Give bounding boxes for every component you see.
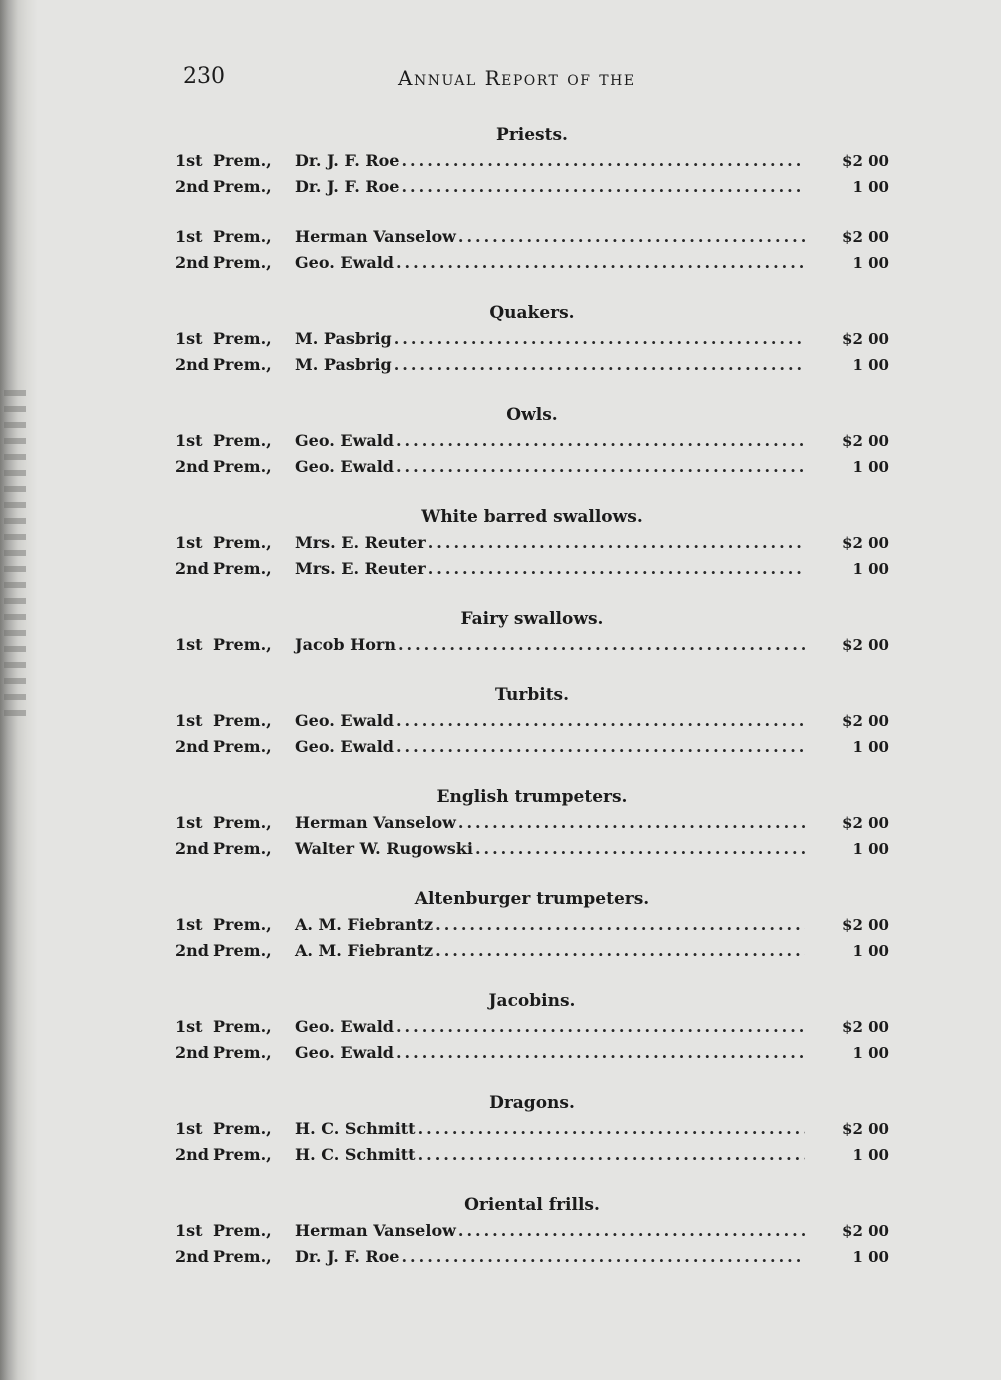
premium-entry xyxy=(175,1040,889,1066)
dot-leader xyxy=(394,326,805,352)
winner-name: M. Pasbrig xyxy=(295,329,392,348)
premium-entry xyxy=(175,224,889,250)
premium-label: Prem., xyxy=(213,355,272,374)
premium-section xyxy=(175,300,889,378)
premium-section xyxy=(175,886,889,964)
premium-rank: 2nd xyxy=(175,1247,209,1266)
winner-name: Walter W. Rugowski xyxy=(295,839,473,858)
premium-entry xyxy=(175,148,889,174)
dot-leader xyxy=(396,428,805,454)
premium-amount: 1 00 xyxy=(852,942,889,960)
premium-amount: $2 00 xyxy=(842,534,889,552)
premium-rank: 1st xyxy=(175,1017,203,1036)
winner-name: Dr. J. F. Roe xyxy=(295,151,400,170)
dot-leader xyxy=(396,1040,805,1066)
premium-rank: 2nd xyxy=(175,941,209,960)
premium-amount: $2 00 xyxy=(842,1222,889,1240)
section-title: Turbits. xyxy=(494,685,570,705)
premium-amount: $2 00 xyxy=(842,330,889,348)
premium-section xyxy=(175,224,889,276)
winner-name: M. Pasbrig xyxy=(295,355,392,374)
premium-amount: 1 00 xyxy=(852,560,889,578)
premium-label: Prem., xyxy=(213,1145,272,1164)
premium-entry xyxy=(175,708,889,734)
premium-rank: 1st xyxy=(175,1221,203,1240)
premium-amount: $2 00 xyxy=(842,712,889,730)
section-title: Oriental frills. xyxy=(464,1195,600,1215)
premium-entry xyxy=(175,454,889,480)
winner-name: Herman Vanselow xyxy=(295,1221,456,1240)
premium-section xyxy=(175,122,889,200)
premium-amount: $2 00 xyxy=(842,1120,889,1138)
premium-label: Prem., xyxy=(213,1247,272,1266)
section-title: English trumpeters. xyxy=(436,787,628,807)
premium-entry xyxy=(175,938,889,964)
premium-rank: 1st xyxy=(175,227,203,246)
premium-rank: 2nd xyxy=(175,1145,209,1164)
premium-label: Prem., xyxy=(213,177,272,196)
dot-leader xyxy=(428,530,805,556)
dot-leader xyxy=(418,1116,805,1142)
running-title: Annual Report of the xyxy=(398,66,636,90)
premium-amount: $2 00 xyxy=(842,228,889,246)
premium-entry xyxy=(175,428,889,454)
winner-name: Geo. Ewald xyxy=(295,1017,394,1036)
book-spine-edge xyxy=(0,0,38,1380)
premium-label: Prem., xyxy=(213,711,272,730)
premium-list xyxy=(175,122,889,1294)
premium-amount: $2 00 xyxy=(842,432,889,450)
premium-entry xyxy=(175,1218,889,1244)
premium-rank: 1st xyxy=(175,329,203,348)
premium-label: Prem., xyxy=(213,253,272,272)
winner-name: Geo. Ewald xyxy=(295,1043,394,1062)
premium-amount: $2 00 xyxy=(842,636,889,654)
premium-label: Prem., xyxy=(213,431,272,450)
premium-label: Prem., xyxy=(213,941,272,960)
premium-section xyxy=(175,988,889,1066)
dot-leader xyxy=(398,632,805,658)
premium-rank: 1st xyxy=(175,431,203,450)
dot-leader xyxy=(396,1014,805,1040)
premium-entry xyxy=(175,1116,889,1142)
dot-leader xyxy=(396,734,805,760)
winner-name: A. M. Fiebrantz xyxy=(295,941,434,960)
winner-name: Mrs. E. Reuter xyxy=(295,559,426,578)
page-header xyxy=(0,62,1001,102)
premium-amount: 1 00 xyxy=(852,458,889,476)
premium-section xyxy=(175,1090,889,1168)
premium-amount: 1 00 xyxy=(852,356,889,374)
premium-entry xyxy=(175,1142,889,1168)
winner-name: Herman Vanselow xyxy=(295,227,456,246)
section-title: Jacobins. xyxy=(488,991,576,1011)
premium-label: Prem., xyxy=(213,1221,272,1240)
premium-amount: 1 00 xyxy=(852,738,889,756)
dot-leader xyxy=(396,708,805,734)
section-title: White barred swallows. xyxy=(421,507,643,527)
premium-label: Prem., xyxy=(213,813,272,832)
premium-section xyxy=(175,682,889,760)
section-title: Priests. xyxy=(496,125,568,145)
section-title: Dragons. xyxy=(489,1093,575,1113)
spine-binding-marks xyxy=(4,390,26,720)
dot-leader xyxy=(401,148,805,174)
section-title: Fairy swallows. xyxy=(460,609,604,629)
premium-rank: 1st xyxy=(175,635,203,654)
premium-label: Prem., xyxy=(213,329,272,348)
premium-amount: $2 00 xyxy=(842,916,889,934)
premium-amount: 1 00 xyxy=(852,1248,889,1266)
winner-name: Herman Vanselow xyxy=(295,813,456,832)
section-title: Altenburger trumpeters. xyxy=(414,889,650,909)
dot-leader xyxy=(418,1142,805,1168)
premium-rank: 1st xyxy=(175,711,203,730)
premium-rank: 1st xyxy=(175,915,203,934)
premium-section xyxy=(175,606,889,658)
premium-rank: 2nd xyxy=(175,253,209,272)
dot-leader xyxy=(435,912,805,938)
winner-name: Geo. Ewald xyxy=(295,253,394,272)
winner-name: Dr. J. F. Roe xyxy=(295,177,400,196)
dot-leader xyxy=(394,352,805,378)
premium-entry xyxy=(175,734,889,760)
premium-label: Prem., xyxy=(213,1017,272,1036)
winner-name: Geo. Ewald xyxy=(295,431,394,450)
dot-leader xyxy=(458,1218,805,1244)
winner-name: Dr. J. F. Roe xyxy=(295,1247,400,1266)
winner-name: H. C. Schmitt xyxy=(295,1119,416,1138)
premium-entry xyxy=(175,352,889,378)
premium-entry xyxy=(175,174,889,200)
premium-rank: 2nd xyxy=(175,737,209,756)
premium-label: Prem., xyxy=(213,151,272,170)
premium-entry xyxy=(175,1244,889,1270)
premium-section xyxy=(175,504,889,582)
premium-label: Prem., xyxy=(213,533,272,552)
premium-entry xyxy=(175,1014,889,1040)
dot-leader xyxy=(458,810,805,836)
premium-label: Prem., xyxy=(213,635,272,654)
premium-amount: $2 00 xyxy=(842,1018,889,1036)
premium-entry xyxy=(175,912,889,938)
premium-label: Prem., xyxy=(213,737,272,756)
dot-leader xyxy=(475,836,805,862)
premium-label: Prem., xyxy=(213,227,272,246)
premium-entry xyxy=(175,810,889,836)
premium-entry xyxy=(175,836,889,862)
premium-label: Prem., xyxy=(213,1119,272,1138)
section-title: Owls. xyxy=(506,405,558,425)
premium-entry xyxy=(175,530,889,556)
winner-name: A. M. Fiebrantz xyxy=(295,915,434,934)
premium-entry xyxy=(175,250,889,276)
winner-name: Geo. Ewald xyxy=(295,737,394,756)
premium-entry xyxy=(175,556,889,582)
premium-entry xyxy=(175,632,889,658)
premium-label: Prem., xyxy=(213,915,272,934)
premium-rank: 1st xyxy=(175,1119,203,1138)
premium-section xyxy=(175,784,889,862)
premium-rank: 2nd xyxy=(175,1043,209,1062)
premium-label: Prem., xyxy=(213,1043,272,1062)
premium-rank: 2nd xyxy=(175,177,209,196)
premium-amount: 1 00 xyxy=(852,178,889,196)
premium-label: Prem., xyxy=(213,839,272,858)
premium-amount: 1 00 xyxy=(852,1044,889,1062)
premium-section xyxy=(175,402,889,480)
winner-name: H. C. Schmitt xyxy=(295,1145,416,1164)
premium-rank: 1st xyxy=(175,813,203,832)
winner-name: Geo. Ewald xyxy=(295,711,394,730)
dot-leader xyxy=(458,224,805,250)
dot-leader xyxy=(428,556,805,582)
premium-amount: $2 00 xyxy=(842,814,889,832)
winner-name: Geo. Ewald xyxy=(295,457,394,476)
premium-rank: 2nd xyxy=(175,457,209,476)
premium-section xyxy=(175,1192,889,1270)
premium-rank: 2nd xyxy=(175,355,209,374)
dot-leader xyxy=(435,938,805,964)
winner-name: Jacob Horn xyxy=(295,635,396,654)
premium-amount: 1 00 xyxy=(852,254,889,272)
premium-rank: 1st xyxy=(175,151,203,170)
premium-rank: 2nd xyxy=(175,839,209,858)
section-title: Quakers. xyxy=(489,303,575,323)
dot-leader xyxy=(396,250,805,276)
premium-rank: 1st xyxy=(175,533,203,552)
premium-amount: 1 00 xyxy=(852,1146,889,1164)
premium-entry xyxy=(175,326,889,352)
dot-leader xyxy=(401,174,805,200)
dot-leader xyxy=(396,454,805,480)
premium-label: Prem., xyxy=(213,457,272,476)
premium-label: Prem., xyxy=(213,559,272,578)
winner-name: Mrs. E. Reuter xyxy=(295,533,426,552)
page-number: 230 xyxy=(183,64,225,89)
premium-amount: 1 00 xyxy=(852,840,889,858)
premium-amount: $2 00 xyxy=(842,152,889,170)
premium-rank: 2nd xyxy=(175,559,209,578)
dot-leader xyxy=(401,1244,805,1270)
